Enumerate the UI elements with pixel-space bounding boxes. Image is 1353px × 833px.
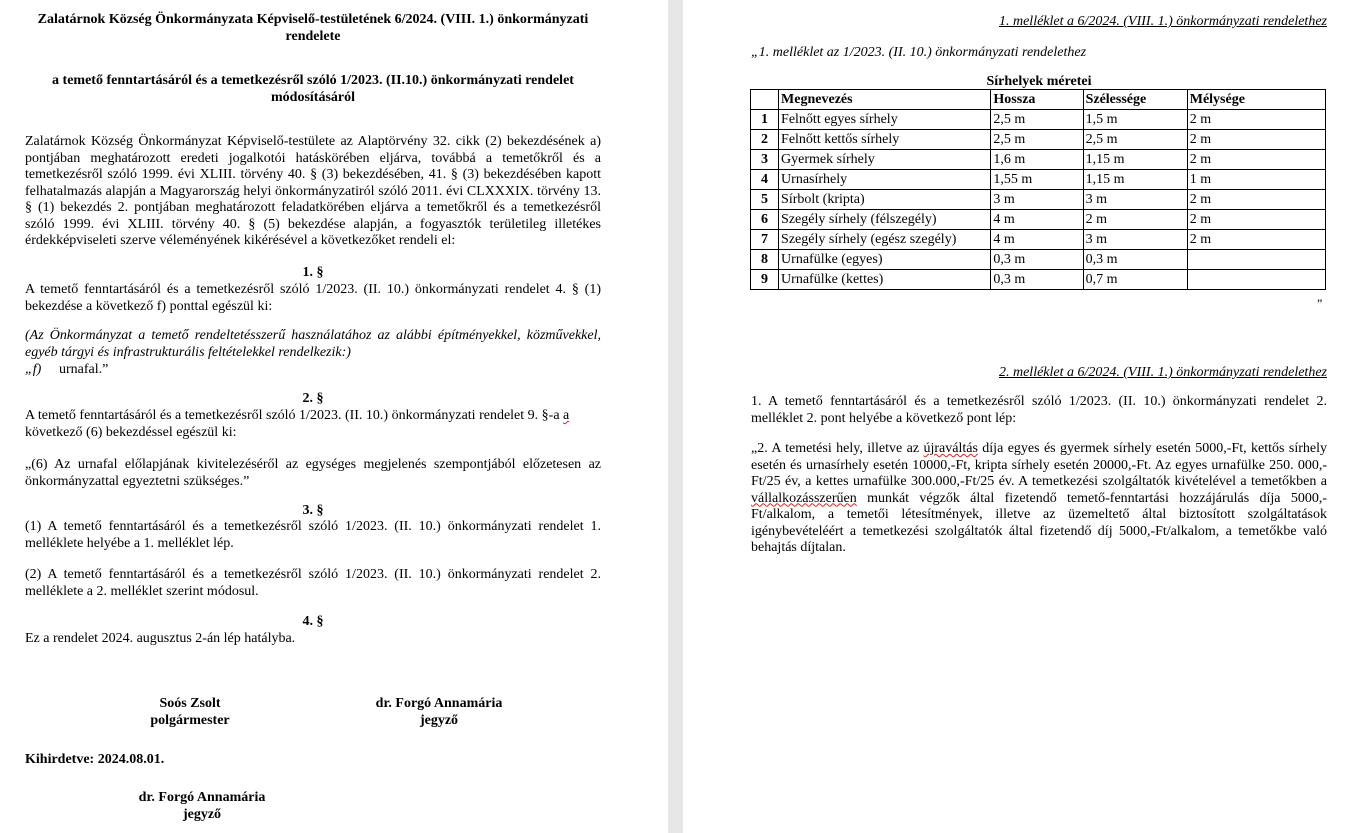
signature-name: dr. Forgó Annamária [375, 696, 503, 711]
table-cell: 4 m [991, 210, 1083, 230]
table-cell: Urnafülke (kettes) [779, 270, 991, 290]
item-text: urnafal.” [59, 362, 109, 377]
table-cell: 0,3 m [1083, 250, 1187, 270]
table-cell: Szegély sírhely (félszegély) [779, 210, 991, 230]
row-number-cell: 3 [751, 150, 779, 170]
signature-role: jegyző [419, 712, 459, 728]
section-2-quote: „(6) Az urnafal előlapjának kivitelezéséről az egységes megjelenés szempontjából előzetesen az önkormányzattal egyeztetni szükséges.” [25, 457, 601, 489]
table-cell: 1 m [1187, 170, 1325, 190]
section-1-text: A temető fenntartásáról és a temetkezésről szóló 1/2023. (II. 10.) önkormányzati rendelet 4. § (1) bekezdése a következő f) ponttal egészül ki: [25, 282, 601, 314]
table-cell: 2,5 m [991, 130, 1083, 150]
row-number-cell: 6 [751, 210, 779, 230]
table-row [751, 150, 1326, 170]
table-header-cell: Hossza [991, 90, 1083, 110]
table-header-row [751, 90, 1326, 110]
table-row [751, 110, 1326, 130]
annex-2-paragraph-2: „2. A temetési hely, illetve az újraváltás díja egyes és gyermek sírhely esetén 5000,-Ft, kettős sírhely esetén és urnasírhely esetén 10000,-Ft, kripta sírhely esetén 20000,-Ft. Az egyes urnafülke 250. 000,-Ft/25 év, a kettes urnafülke 300.000,-Ft/25 év. A temetkezési szolgáltatók kivételével a temetőkben a vállalkozásszerűen munkát végzők által fizetendő temető-fenntartási hozzájárulás díja 5000,-Ft/alkalom, a temetői létesítmények, illetve az üzemeltető által biztosított szolgáltatások igénybevételéért a temetkezési szolgáltatók által fizetendő díj 5000,-Ft/alkalom, a temetőkbe való behajtás díjtalan. [751, 441, 1327, 555]
section-3-paragraph-1: (1) A temető fenntartásáról és a temetkezésről szóló 1/2023. (II. 10.) önkormányzati rendelet 1. melléklete helyébe a 1. melléklet lép. [25, 519, 601, 551]
table-row [751, 210, 1326, 230]
table-cell: 2 m [1187, 210, 1325, 230]
document-page-left [0, 0, 668, 833]
signature-name: dr. Forgó Annamária [138, 790, 266, 805]
table-row [751, 170, 1326, 190]
signature-promulgation [112, 790, 292, 823]
table-cell: 2 m [1187, 110, 1325, 130]
signature-name: Soós Zsolt [159, 696, 221, 711]
table-cell: 0,3 m [991, 270, 1083, 290]
item-marker: „f) [25, 362, 42, 377]
table-cell: 1,55 m [991, 170, 1083, 190]
signature-role: polgármester [150, 712, 230, 728]
table-cell: 2 m [1187, 190, 1325, 210]
decree-title: Zalatárnok Község Önkormányzata Képviselő-testületének 6/2024. (VIII. 1.) önkormányzati rendelete [37, 12, 589, 44]
table-cell: 4 m [991, 230, 1083, 250]
table-cell [1187, 270, 1325, 290]
annex-2-paragraph-1: 1. A temető fenntartásáról és a temetkezésről szóló 1/2023. (II. 10.) önkormányzati rendelet 2. melléklet 2. pont helyébe a következő pont lép: [751, 394, 1327, 426]
decree-subtitle: a temető fenntartásáról és a temetkezésről szóló 1/2023. (II.10.) önkormányzati rendelet módosításáról [52, 73, 574, 105]
table-header-cell: Megnevezés [779, 90, 991, 110]
section-4-heading: 4. § [302, 614, 324, 629]
table-cell: 2 m [1187, 150, 1325, 170]
signature-notary [339, 696, 539, 729]
annex-1-header: 1. melléklet a 6/2024. (VIII. 1.) önkormányzati rendelethez [998, 14, 1327, 29]
row-number-cell: 2 [751, 130, 779, 150]
section-1-item [25, 362, 601, 379]
table-cell: 1,6 m [991, 150, 1083, 170]
document-page-right [683, 0, 1353, 833]
table-cell: 3 m [991, 190, 1083, 210]
table-cell: Felnőtt kettős sírhely [779, 130, 991, 150]
page-gutter [668, 0, 683, 833]
spellcheck-mark: vállalkozásszerűen [751, 490, 857, 506]
table-cell: Szegély sírhely (egész szegély) [779, 230, 991, 250]
table-cell: Urnafülke (egyes) [779, 250, 991, 270]
row-number-cell: 7 [751, 230, 779, 250]
preamble-paragraph: Zalatárnok Község Önkormányzat Képviselő-testülete az Alaptörvény 32. cikk (2) bekezdésének a) pontjában meghatározott eredeti jogalkotói hatáskörében eljárva, továbbá a temetőkről és a temetkezésről szóló 1999. évi XLIII. törvény 40. § (3) bekezdésében, 41. § (3) bekezdésében kapott felhatalmazás alapján a Magyarország helyi önkormányzatiról szóló 2011. évi CLXXXIX. törvény 13. § (1) bekezdés 2. pontjában meghatározott feladatkörében eljárva a temetőkről és a temetkezésről szóló 1999. évi XLIII. törvény 40. § (5) bekezdése alapján, a fogyasztók területileg illetékes érdekképviseleti szerve véleményének kikérésével a következőket rendeli el: [25, 134, 601, 248]
table-header-cell: Szélessége [1083, 90, 1187, 110]
table-cell [1187, 250, 1325, 270]
annex-2-header: 2. melléklet a 6/2024. (VIII. 1.) önkormányzati rendelethez [998, 365, 1327, 380]
table-cell: Gyermek sírhely [779, 150, 991, 170]
table-cell: 1,15 m [1083, 150, 1187, 170]
section-2-heading: 2. § [302, 391, 324, 406]
table-cell: 1,15 m [1083, 170, 1187, 190]
table-row [751, 130, 1326, 150]
table-title: Sírhelyek méretei [986, 74, 1092, 89]
table-header-cell: Mélysége [1187, 90, 1325, 110]
table-close-quote: ” [1317, 296, 1323, 310]
row-number-cell: 5 [751, 190, 779, 210]
table-cell: 2 m [1083, 210, 1187, 230]
section-1-heading: 1. § [302, 265, 324, 280]
table-row [751, 250, 1326, 270]
signature-mayor [100, 696, 280, 729]
annex-1-subheader: „1. melléklet az 1/2023. (II. 10.) önkormányzati rendelethez [751, 45, 1087, 60]
row-number-cell: 4 [751, 170, 779, 190]
row-number-cell: 9 [751, 270, 779, 290]
table-cell: 2 m [1187, 130, 1325, 150]
section-1-italic-intro: (Az Önkormányzat a temető rendeltetésszerű használatához az alábbi építményekkel, közművekkel, egyéb tárgyi és infrastrukturális feltételekkel rendelkezik:) [25, 328, 601, 360]
section-2-text-line2: következő (6) bekezdéssel egészül ki: [25, 425, 237, 440]
table-cell: 0,7 m [1083, 270, 1187, 290]
table-header-cell [751, 90, 779, 110]
grave-size-table [750, 89, 1326, 290]
signature-role: jegyző [182, 806, 222, 822]
table-cell: Urnasírhely [779, 170, 991, 190]
table-cell: 3 m [1083, 190, 1187, 210]
row-number-cell: 1 [751, 110, 779, 130]
table-row [751, 190, 1326, 210]
table-cell: 2,5 m [991, 110, 1083, 130]
table-cell: 3 m [1083, 230, 1187, 250]
table-cell: 2,5 m [1083, 130, 1187, 150]
section-2-text-line1: A temető fenntartásáról és a temetkezésről szóló 1/2023. (II. 10.) önkormányzati rendelet 9. §-a a [25, 408, 570, 423]
section-4-text: Ez a rendelet 2024. augusztus 2-án lép hatályba. [25, 631, 296, 646]
spellcheck-mark: újraváltás [923, 441, 978, 456]
table-cell: 0,3 m [991, 250, 1083, 270]
section-3-paragraph-2: (2) A temető fenntartásáról és a temetkezésről szóló 1/2023. (II. 10.) önkormányzati rendelet 2. melléklete a 2. melléklet szerint módosul. [25, 567, 601, 599]
promulgation-date: Kihirdetve: 2024.08.01. [25, 752, 165, 767]
table-cell: Felnőtt egyes sírhely [779, 110, 991, 130]
table-row [751, 230, 1326, 250]
table-cell: 2 m [1187, 230, 1325, 250]
section-3-heading: 3. § [302, 503, 324, 518]
row-number-cell: 8 [751, 250, 779, 270]
spellcheck-mark: a [563, 408, 570, 423]
table-cell: Sírbolt (kripta) [779, 190, 991, 210]
table-cell: 1,5 m [1083, 110, 1187, 130]
table-row [751, 270, 1326, 290]
